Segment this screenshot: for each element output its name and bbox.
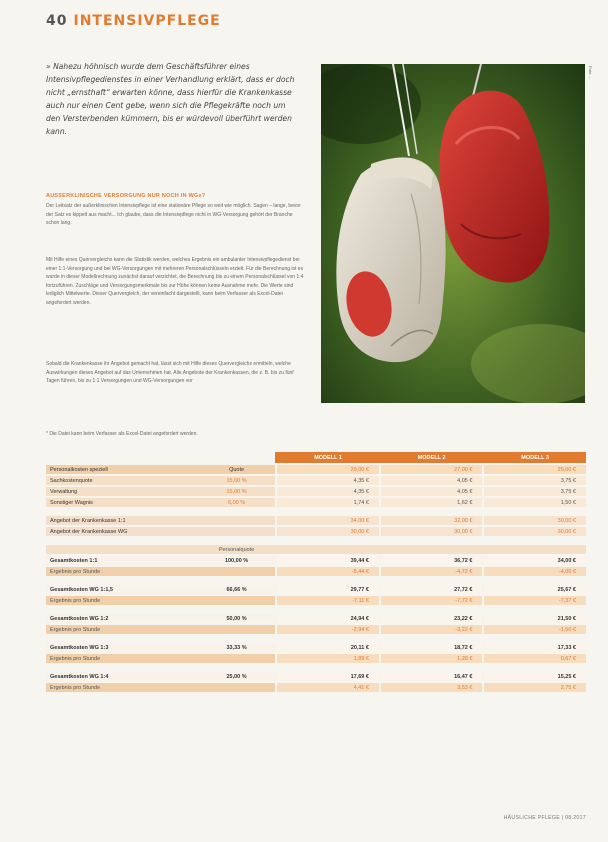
body-paragraph-1: Der Leitsatz der außerklinischen Intensivpflege ist eine stationäre Pflege so weit wie möglich. Sagen – lange, bevor der Satz es kippelt aus macht... Ich glaube, dass die Intensivpflege nicht in WG-Versorgung gehört der Branche schon lang.	[46, 203, 301, 227]
row-value: 1,50 €	[484, 498, 586, 507]
row-label: Verwaltung	[46, 487, 198, 496]
row-label	[46, 545, 198, 554]
row-value: 17,69 €	[277, 672, 379, 681]
row-value: 18,72 €	[381, 643, 483, 652]
row-value: 27,00 €	[381, 465, 483, 474]
table-spacer-row	[46, 538, 586, 543]
row-value: 30,00 €	[277, 527, 379, 536]
table-row	[46, 596, 586, 605]
table-header-row	[46, 452, 586, 463]
row-value: 16,47 €	[381, 672, 483, 681]
table-row	[46, 643, 586, 652]
row-percentage: 66,66 %	[198, 585, 276, 594]
row-value: 3,75 €	[484, 487, 586, 496]
table-row	[46, 625, 586, 634]
cost-comparison-table	[46, 450, 586, 694]
row-value: -7,37 €	[484, 596, 586, 605]
row-value: 29,77 €	[277, 585, 379, 594]
table-row	[46, 545, 586, 554]
row-value: 21,50 €	[484, 614, 586, 623]
table-row	[46, 516, 586, 525]
row-percentage	[198, 516, 276, 525]
photo-credit: Foto: ...	[588, 66, 593, 80]
table-row	[46, 672, 586, 681]
page-header	[46, 13, 221, 29]
row-value	[277, 545, 379, 554]
table-row	[46, 556, 586, 565]
row-value: 1,89 €	[277, 654, 379, 663]
table-spacer-row	[46, 665, 586, 670]
row-value: 24,94 €	[277, 614, 379, 623]
table-row	[46, 527, 586, 536]
row-value: -4,00 €	[484, 567, 586, 576]
page-footer: HÄUSLICHE PFLEGE | 08.2017	[503, 815, 586, 821]
row-label: Ergebnis pro Stunde	[46, 567, 198, 576]
body-paragraph-2: Mit Hilfe eines Quervergleichs kann die Statistik werden, welches Ergebnis ein ambulanter Intensivpflegedienst bei einer 1:1-Versorgung und bei WG-Versorgungen mit mehreren Personalschlüsseln erzielt. Für die Berechnung ist es wurde in dieser Modellrechnung zunächst darauf verzichtet, die Berechnung bis zu einem Personalschlüssel von 1:4 fortzuführen. Zuschläge und Versorgungsmerkmale bis zur Höhe können keine Ausnahme mehr. Die Werte sind lediglich Mittelwerte. Dieser Quervergleich, der vereinfacht dargestellt, kann beim Verfasser als Excel-Datei angefordert werden.	[46, 257, 304, 306]
row-percentage	[198, 625, 276, 634]
row-value: 29,00 €	[277, 465, 379, 474]
row-label: Gesamtkosten WG 1:3	[46, 643, 198, 652]
row-value: 34,00 €	[484, 556, 586, 565]
row-value: 39,44 €	[277, 556, 379, 565]
row-value: 4,05 €	[381, 476, 483, 485]
row-value: 34,00 €	[277, 516, 379, 525]
row-percentage	[198, 567, 276, 576]
table-row	[46, 476, 586, 485]
column-header: MODELL 3	[484, 452, 586, 463]
row-label: Gesamtkosten WG 1:2	[46, 614, 198, 623]
row-value: 4,35 €	[277, 487, 379, 496]
table-spacer-row	[46, 607, 586, 612]
column-header: MODELL 2	[381, 452, 483, 463]
column-header: MODELL 1	[277, 452, 379, 463]
table-row	[46, 487, 586, 496]
row-label: Ergebnis pro Stunde	[46, 683, 198, 692]
row-value: 4,41 €	[277, 683, 379, 692]
pull-quote: » Nahezu höhnisch wurde dem Geschäftsführer eines Intensivpflegedienstes in einer Verhandlung erklärt, dass er doch nicht „ernsthaft“ erwarten könne, dass hierfür die Krankenkasse auch nur einen Cent gebe, wenn sich die Pflegekräfte noch um den Versterbenden kümmern, bis er würdevoll überführt werden kann.	[46, 62, 295, 136]
page-number: 40	[46, 13, 68, 29]
table-row	[46, 498, 586, 507]
row-label: Gesamtkosten WG 1:4	[46, 672, 198, 681]
row-value: 30,00 €	[484, 516, 586, 525]
row-value: 32,00 €	[381, 516, 483, 525]
row-label: Ergebnis pro Stunde	[46, 596, 198, 605]
table-note: * Die Datei kann beim Verfasser als Excel-Datei angefordert werden.	[46, 431, 198, 437]
table-spacer-row	[46, 636, 586, 641]
table-row	[46, 614, 586, 623]
row-label: Sachkostenquote	[46, 476, 198, 485]
row-value: 30,00 €	[381, 527, 483, 536]
row-value: 1,28 €	[381, 654, 483, 663]
row-value: 25,00 €	[484, 465, 586, 474]
table-row	[46, 654, 586, 663]
body-paragraph-3: Sobald die Krankenkasse ihr Angebot gemacht hat, lässt sich mit Hilfe dieses Quervergleichs ermitteln, welche Auswirkungen dieses Angebot auf das Unternehmen hat. Alle Angebote der Krankenkassen, die z. B. bis zu fünf Tagen führen, bis zu 1:1 Versorgungen und WG-Versorgungen vor	[46, 361, 294, 385]
row-value: 1,62 €	[381, 498, 483, 507]
row-percentage: 15,00 %	[198, 487, 276, 496]
row-percentage: 100,00 %	[198, 556, 276, 565]
row-value: 17,33 €	[484, 643, 586, 652]
row-percentage: 15,00 %	[198, 476, 276, 485]
row-value: 4,35 €	[277, 476, 379, 485]
row-value: -7,11 €	[277, 596, 379, 605]
table-row	[46, 683, 586, 692]
row-value: 27,72 €	[381, 585, 483, 594]
row-label: Sonstiger Wagnis	[46, 498, 198, 507]
table-row	[46, 465, 586, 474]
row-value: 3,53 €	[381, 683, 483, 692]
table-spacer-row	[46, 509, 586, 514]
row-label: Gesamtkosten 1:1	[46, 556, 198, 565]
row-label: Ergebnis pro Stunde	[46, 625, 198, 634]
row-percentage	[198, 654, 276, 663]
row-value: -1,50 €	[484, 625, 586, 634]
row-value: 0,67 €	[484, 654, 586, 663]
row-value	[381, 545, 483, 554]
row-value: 25,67 €	[484, 585, 586, 594]
article-subheading: AUSSERKLINISCHE VERSORGUNG NUR NOCH IN WGs?	[46, 193, 206, 199]
photo-illustration	[321, 64, 585, 403]
row-label: Gesamtkosten WG 1:1,5	[46, 585, 198, 594]
table-row	[46, 585, 586, 594]
row-value: 36,72 €	[381, 556, 483, 565]
row-value: -5,44 €	[277, 567, 379, 576]
row-percentage: 25,00 %	[198, 672, 276, 681]
row-percentage	[198, 527, 276, 536]
row-percentage: 33,33 %	[198, 643, 276, 652]
row-value: 2,75 €	[484, 683, 586, 692]
row-label: Personalkosten speziell	[46, 465, 198, 474]
row-value: 4,05 €	[381, 487, 483, 496]
row-percentage	[198, 596, 276, 605]
section-title: INTENSIVPFLEGE	[73, 13, 221, 29]
row-value: 30,00 €	[484, 527, 586, 536]
row-label: Angebot der Krankenkasse WG	[46, 527, 198, 536]
row-value: 23,22 €	[381, 614, 483, 623]
row-percentage: Quote	[198, 465, 276, 474]
row-label: Angebot der Krankenkasse 1:1	[46, 516, 198, 525]
row-value	[484, 545, 586, 554]
row-value: -3,22 €	[381, 625, 483, 634]
boxing-gloves-photo	[321, 64, 585, 403]
row-value: 15,25 €	[484, 672, 586, 681]
row-value: -7,72 €	[381, 596, 483, 605]
row-value: 20,11 €	[277, 643, 379, 652]
row-value: -4,72 €	[381, 567, 483, 576]
table-row	[46, 567, 586, 576]
row-value: -2,94 €	[277, 625, 379, 634]
row-percentage: Personalquote	[198, 545, 276, 554]
row-label: Ergebnis pro Stunde	[46, 654, 198, 663]
row-percentage: 6,00 %	[198, 498, 276, 507]
row-percentage	[198, 683, 276, 692]
row-value: 3,75 €	[484, 476, 586, 485]
row-value: 1,74 €	[277, 498, 379, 507]
table-spacer-row	[46, 578, 586, 583]
row-percentage: 50,00 %	[198, 614, 276, 623]
